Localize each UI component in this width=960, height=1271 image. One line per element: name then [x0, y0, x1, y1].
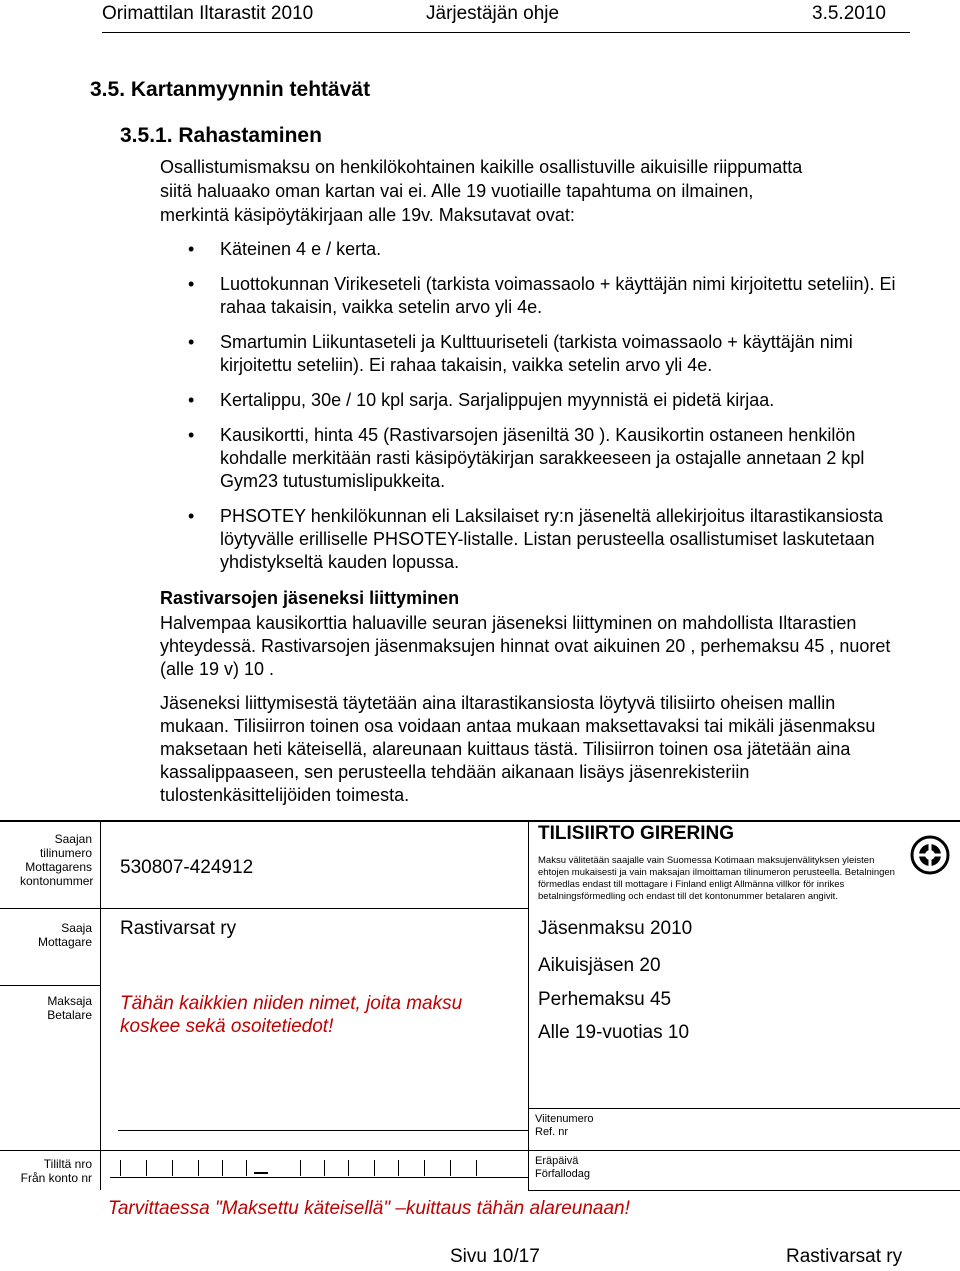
list-item: • Kertalippu, 30e / 10 kpl sarja. Sarjalippujen myynnistä ei pidetä kirjaa. — [188, 389, 908, 412]
info-line-4: Alle 19-vuotias 10 — [538, 1022, 690, 1043]
account-dash — [254, 1172, 268, 1174]
form-rule — [528, 1190, 960, 1191]
payee-name: Rastivarsat ry — [120, 918, 237, 939]
info-line-2: Aikuisjäsen 20 — [538, 955, 661, 976]
subsection-title: 3.5.1. Rahastaminen — [120, 124, 322, 147]
digit-separator — [146, 1160, 147, 1176]
membership-heading: Rastivarsojen jäseneksi liittyminen — [160, 588, 460, 608]
page-number: Sivu 10/17 — [450, 1246, 540, 1267]
form-notice: Maksu välitetään saajalle vain Suomessa Kotimaan maksujenvälityksen yleisten ehtojen mukaisesti ja vain maksajan ilmoittaman tilinumeron perusteella. Betalningen förmedlas endast till mottagare i Finland enligt Allmänna villkor för inrikes betalningsförmedling och endast till det kontonummer betalaren angivit. — [538, 855, 895, 902]
header-left: Orimattilan Iltarastit 2010 — [102, 3, 314, 24]
digit-separator — [398, 1160, 399, 1176]
digit-separator — [300, 1160, 301, 1176]
membership-para-1: Halvempaa kausikorttia haluaville seuran jäseneksi liittyminen on mahdollista Iltarastien yhteydessä. Rastivarsojen jäsenmaksujen hinnat ovat aikuinen 20 , perhemaksu 45 , nuoret (alle 19 v) 10 . — [160, 613, 891, 679]
digit-separator — [324, 1160, 325, 1176]
digit-separator — [424, 1160, 425, 1176]
form-column-divider — [100, 820, 101, 1190]
digit-separator — [246, 1160, 247, 1176]
header-center: Järjestäjän ohje — [426, 3, 560, 24]
footer-org: Rastivarsat ry — [786, 1246, 903, 1267]
intro-line-2: siitä haluaako oman kartan vai ei. Alle 19 vuotiaille tapahtuma on ilmainen, — [160, 181, 754, 201]
digit-separator — [374, 1160, 375, 1176]
bank-logo-icon — [910, 835, 950, 875]
list-item: • Smartumin Liikuntaseteli ja Kulttuuriseteli (tarkista voimassaolo + käyttäjän nimi kirjoitettu seteliin). Ei rahaa takaisin, vaikka setelin arvo yli 4e. — [188, 331, 908, 377]
form-title: TILISIIRTO GIRERING — [538, 823, 734, 844]
form-rule — [110, 1177, 528, 1178]
list-item: • Kausikortti, hinta 45 (Rastivarsojen jäseniltä 30 ). Kausikortin ostaneen henkilön kohdalle merkitään rasti käsipöytäkirjan sarakkeeseen ja ostajalle annetaan 2 kpl Gym23 tutustumislipukkeita. — [188, 424, 908, 493]
form-rule — [0, 908, 100, 909]
account-number: 530807-424912 — [120, 857, 254, 878]
payer-label: Maksaja Betalare — [47, 994, 92, 1022]
header-right: 3.5.2010 — [812, 3, 886, 24]
intro-line-1: Osallistumismaksu on henkilökohtainen kaikille osallistuville aikuisille riippumatta — [160, 157, 803, 177]
due-date-label: Eräpäivä Förfallodag — [535, 1155, 591, 1180]
list-item: • Käteinen 4 e / kerta. — [188, 238, 908, 261]
from-account-label: Tililtä nro Från konto nr — [20, 1157, 92, 1185]
digit-separator — [120, 1160, 121, 1176]
form-column-divider — [528, 820, 529, 1190]
cash-receipt-note: Tarvittaessa "Maksettu käteisellä" –kuittaus tähän alareunaan! — [108, 1198, 630, 1219]
form-rule — [100, 908, 528, 909]
form-rule — [0, 1150, 960, 1151]
form-rule — [0, 985, 100, 986]
digit-separator — [450, 1160, 451, 1176]
info-line-3: Perhemaksu 45 — [538, 989, 672, 1010]
digit-separator — [222, 1160, 223, 1176]
digit-separator — [348, 1160, 349, 1176]
digit-separator — [476, 1160, 477, 1176]
membership-para-2: Jäseneksi liittymisestä täytetään aina iltarastikansiosta löytyvä tilisiirto oheisen mallin mukaan. Tilisiirron toinen osa voidaan antaa mukaan maksettavaksi tai mikäli jäsenmaksu maksetaan heti käteisellä, alareunaan kuittaus tästä. Tilisiirron toinen osa jätetään aina kassalippaaseen, sen perusteella tehdään aikanaan lisäys jäsenrekisteriin tulostenkäsittelijöiden toimesta. — [160, 693, 876, 805]
reference-label: Viitenumero Ref. nr — [535, 1113, 594, 1138]
digit-separator — [172, 1160, 173, 1176]
info-line-1: Jäsenmaksu 2010 — [538, 918, 693, 939]
form-rule — [118, 1130, 528, 1131]
header-rule — [102, 32, 910, 33]
account-label: Saajan tilinumero Mottagarens kontonummer — [20, 832, 94, 888]
payment-methods-list — [188, 238, 908, 586]
form-top-border — [0, 820, 960, 822]
form-rule — [528, 1108, 960, 1109]
list-item: • Luottokunnan Virikeseteli (tarkista voimassaolo + käyttäjän nimi kirjoitettu seteliin). Ei rahaa takaisin, vaikka setelin arvo yli 4e. — [188, 273, 908, 319]
intro-line-3: merkintä käsipöytäkirjaan alle 19v. Maksutavat ovat: — [160, 205, 575, 225]
section-title: 3.5. Kartanmyynnin tehtävät — [90, 78, 371, 101]
payer-note: Tähän kaikkien niiden nimet, joita maksu koskee sekä osoitetiedot! — [120, 993, 463, 1037]
list-item: • PHSOTEY henkilökunnan eli Laksilaiset ry:n jäseneltä allekirjoitus iltarastikansiosta löytyvälle erilliselle PHSOTEY-listalle. Listan perusteella osallistumiset laskutetaan yhdistykseltä kauden lopussa. — [188, 505, 908, 574]
payee-label: Saaja Mottagare — [37, 921, 92, 949]
digit-separator — [198, 1160, 199, 1176]
